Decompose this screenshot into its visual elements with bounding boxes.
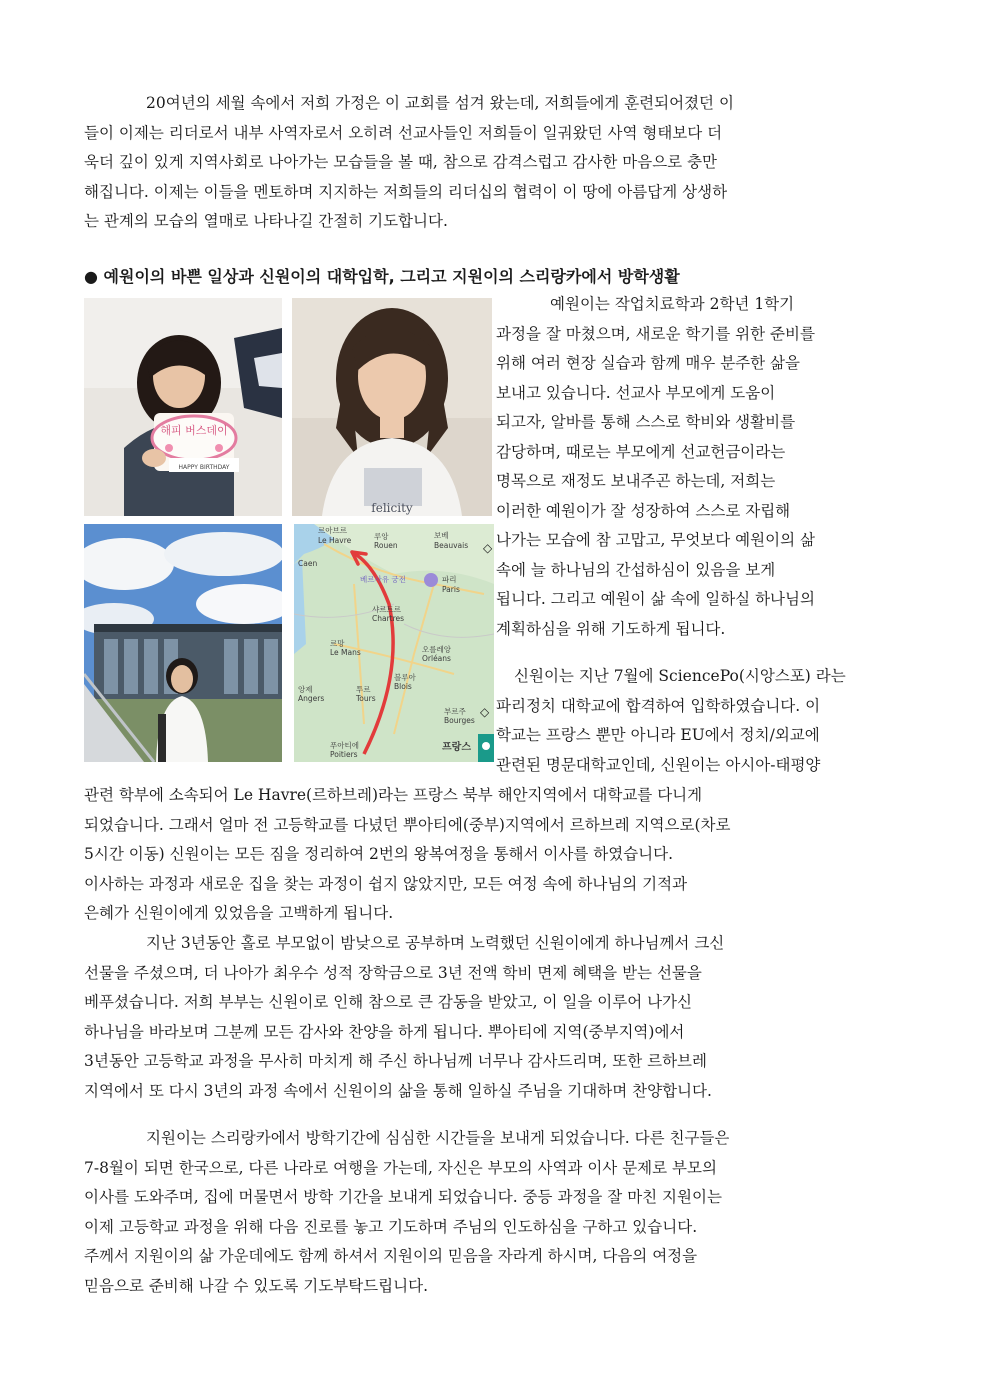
yewon-line: 보내고 있습니다. 선교사 부모에게 도움이 bbox=[496, 383, 776, 402]
section-title: 예원이의 바쁜 일상과 신원이의 대학입학, 그리고 지원이의 스리랑카에서 방학생활 bbox=[103, 267, 680, 286]
intro-line: 해집니다. 이제는 이들을 멘토하며 지지하는 저희들의 리더십의 협력이 이 땅에 아름답게 상생하 bbox=[84, 182, 728, 201]
sinwon-right-paragraph bbox=[496, 662, 910, 780]
yewon-line: 나가는 모습에 참 고맙고, 무엇보다 예원이의 삶 bbox=[496, 531, 815, 549]
sinwon-line: 이사하는 과정과 새로운 집을 찾는 과정이 쉽지 않았지만, 모든 여정 속에 하나님의 기적과 bbox=[84, 874, 688, 893]
map-label: 투르 bbox=[356, 685, 371, 694]
map-label: 오를레앙 bbox=[422, 645, 451, 654]
portrait-photo bbox=[292, 298, 492, 516]
yewon-line: 과정을 잘 마쳤으며, 새로운 학기를 위한 준비를 bbox=[496, 324, 815, 343]
intro-paragraph bbox=[84, 89, 910, 237]
map-label: Poitiers bbox=[330, 750, 358, 759]
jiwon-line: 이제 고등학교 과정을 위해 다음 진로를 놓고 기도하며 주님의 인도하심을 구하고 있습니다. bbox=[84, 1217, 698, 1236]
map-label: 파리 bbox=[442, 575, 457, 584]
blessing-line: 지역에서 또 다시 3년의 과정 속에서 신원이의 삶을 통해 일하실 주님을 기대하며 찬양합니다. bbox=[84, 1081, 712, 1100]
intro-line: 20여년의 세월 속에서 저희 가정은 이 교회를 섬겨 왔는데, 저희들에게 훈련되어졌던 이 bbox=[146, 94, 734, 112]
jiwon-line: 이사를 도와주며, 집에 머물면서 방학 기간을 보내게 되었습니다. 중등 과정을 잘 마친 지원이는 bbox=[84, 1188, 722, 1206]
sinwon-blessing-paragraph bbox=[84, 929, 910, 1106]
jiwon-paragraph bbox=[84, 1124, 910, 1301]
sinwon-line: 학교는 프랑스 뿐만 아니라 EU에서 정치/외교에 bbox=[496, 726, 820, 744]
map-label: 프랑스 bbox=[442, 742, 471, 753]
map-label: 앙제 bbox=[298, 685, 313, 694]
birthday-cake-photo bbox=[84, 298, 282, 516]
yewon-line: 위해 여러 현장 실습과 함께 매우 분주한 삶을 bbox=[496, 354, 801, 372]
sinwon-full-paragraph bbox=[84, 781, 910, 929]
yewon-line: 됩니다. 그리고 예원이 삶 속에 일하실 하나님의 bbox=[496, 590, 815, 608]
cake-plate-text: HAPPY BIRTHDAY bbox=[178, 464, 230, 471]
blessing-line: 선물을 주셨으며, 더 나아가 최우수 성적 장학금으로 3년 전액 학비 면제 혜택을 받는 선물을 bbox=[84, 963, 702, 982]
jiwon-line: 지원이는 스리랑카에서 방학기간에 심심한 시간들을 보내게 되었습니다. 다른 친구들은 bbox=[146, 1129, 730, 1147]
map-label: 루앙 bbox=[374, 532, 389, 541]
map-label: Caen bbox=[298, 559, 318, 568]
map-label: Le Havre bbox=[318, 536, 352, 545]
map-label: Bourges bbox=[444, 716, 475, 725]
blessing-line: 3년동안 고등학교 과정을 무사히 마치게 해 주신 하나님께 너무나 감사드리며, 또한 르하브레 bbox=[84, 1052, 707, 1070]
sinwon-line: 관련된 명문대학교인데, 신원이는 아시아-태평양 bbox=[496, 755, 821, 774]
shirt-text: felicity bbox=[371, 501, 413, 515]
map-label: 블루아 bbox=[394, 673, 416, 682]
map-label: Paris bbox=[442, 585, 460, 594]
map-label: Le Mans bbox=[330, 648, 361, 657]
map-label: Tours bbox=[356, 694, 376, 703]
sinwon-line: 파리정치 대학교에 합격하여 입학하였습니다. 이 bbox=[496, 696, 821, 715]
sinwon-line: 되었습니다. 그래서 얼마 전 고등학교를 다녔던 뿌아티에(중부)지역에서 르하브레 지역으로(차로 bbox=[84, 815, 731, 834]
blessing-line: 하나님을 바라보며 그분께 모든 감사와 찬양을 하게 됩니다. 뿌아티에 지역(중부지역)에서 bbox=[84, 1022, 685, 1041]
bullet-icon: ● bbox=[84, 267, 98, 286]
map-label: 부르주 bbox=[444, 707, 466, 716]
map-label: 베르사유 궁전 bbox=[360, 575, 406, 584]
map-label: 르망 bbox=[330, 639, 345, 648]
map-label: Angers bbox=[298, 694, 325, 703]
map-label: 르아브르 bbox=[318, 526, 347, 535]
yewon-line: 예원이는 작업치료학과 2학년 1학기 bbox=[550, 295, 795, 313]
yewon-line: 되고자, 알바를 통해 스스로 학비와 생활비를 bbox=[496, 413, 796, 431]
intro-line: 들이 이제는 리더로서 내부 사역자로서 오히려 선교사들인 저희들이 일궈왔던 사역 형태보다 더 bbox=[84, 123, 723, 142]
sinwon-line: 관련 학부에 소속되어 Le Havre(르하브레)라는 프랑스 북부 해안지역에서 대학교를 다니게 bbox=[84, 786, 703, 804]
yewon-line: 속에 늘 하나님의 간섭하심이 있음을 보게 bbox=[496, 560, 776, 579]
yewon-line: 명목으로 재정도 보내주곤 하는데, 저희는 bbox=[496, 472, 776, 490]
map-label: 샤르트르 bbox=[372, 605, 401, 614]
yewon-line: 계획하심을 위해 기도하게 됩니다. bbox=[496, 619, 726, 638]
blessing-line: 베푸셨습니다. 저희 부부는 신원이로 인해 참으로 큰 감동을 받았고, 이 일을 이루어 나가신 bbox=[84, 993, 693, 1011]
sinwon-line: 신원이는 지난 7월에 SciencePo(시앙스포) 라는 bbox=[514, 667, 846, 685]
map-label: Rouen bbox=[374, 541, 398, 550]
jiwon-line: 믿음으로 준비해 나갈 수 있도록 기도부탁드립니다. bbox=[84, 1276, 428, 1295]
jiwon-line: 주께서 지원이의 삶 가운데에도 함께 하셔서 지원이의 믿음을 자라게 하시며, 다음의 여정을 bbox=[84, 1247, 698, 1265]
yewon-line: 이러한 예원이가 잘 성장하여 스스로 자립해 bbox=[496, 501, 791, 520]
cake-text: 해피 버스데이 bbox=[160, 424, 228, 437]
yewon-paragraph bbox=[496, 290, 910, 644]
campus-photo bbox=[84, 524, 282, 762]
intro-line: 는 관계의 모습의 열매로 나타나길 간절히 기도합니다. bbox=[84, 212, 448, 230]
yewon-line: 감당하며, 때로는 부모에게 선교헌금이라는 bbox=[496, 442, 786, 461]
marker-icon: ◇ bbox=[480, 705, 490, 719]
map-label: Beauvais bbox=[434, 541, 469, 550]
map-label: Chartres bbox=[372, 614, 405, 623]
map-photo bbox=[294, 524, 494, 762]
intro-line: 욱더 깊이 있게 지역사회로 나아가는 모습들을 볼 때, 참으로 감격스럽고 감사한 마음으로 충만 bbox=[84, 153, 718, 171]
sinwon-line: 5시간 이동) 신원이는 모든 짐을 정리하여 2번의 왕복여정을 통해서 이사를 하였습니다. bbox=[84, 845, 674, 863]
jiwon-line: 7-8월이 되면 한국으로, 다른 나라로 여행을 가는데, 자신은 부모의 사역과 이사 문제로 부모의 bbox=[84, 1158, 717, 1177]
map-label: Orléans bbox=[422, 654, 451, 663]
blessing-line: 지난 3년동안 홀로 부모없이 밤낮으로 공부하며 노력했던 신원이에게 하나님께서 크신 bbox=[146, 934, 725, 952]
map-label: Blois bbox=[394, 682, 412, 691]
sinwon-line: 은혜가 신원이에게 있었음을 고백하게 됩니다. bbox=[84, 904, 394, 922]
section-heading bbox=[84, 264, 914, 287]
map-label: 푸아티에 bbox=[330, 741, 359, 750]
map-label: 보베 bbox=[434, 531, 449, 540]
marker-icon: ◇ bbox=[483, 541, 493, 555]
